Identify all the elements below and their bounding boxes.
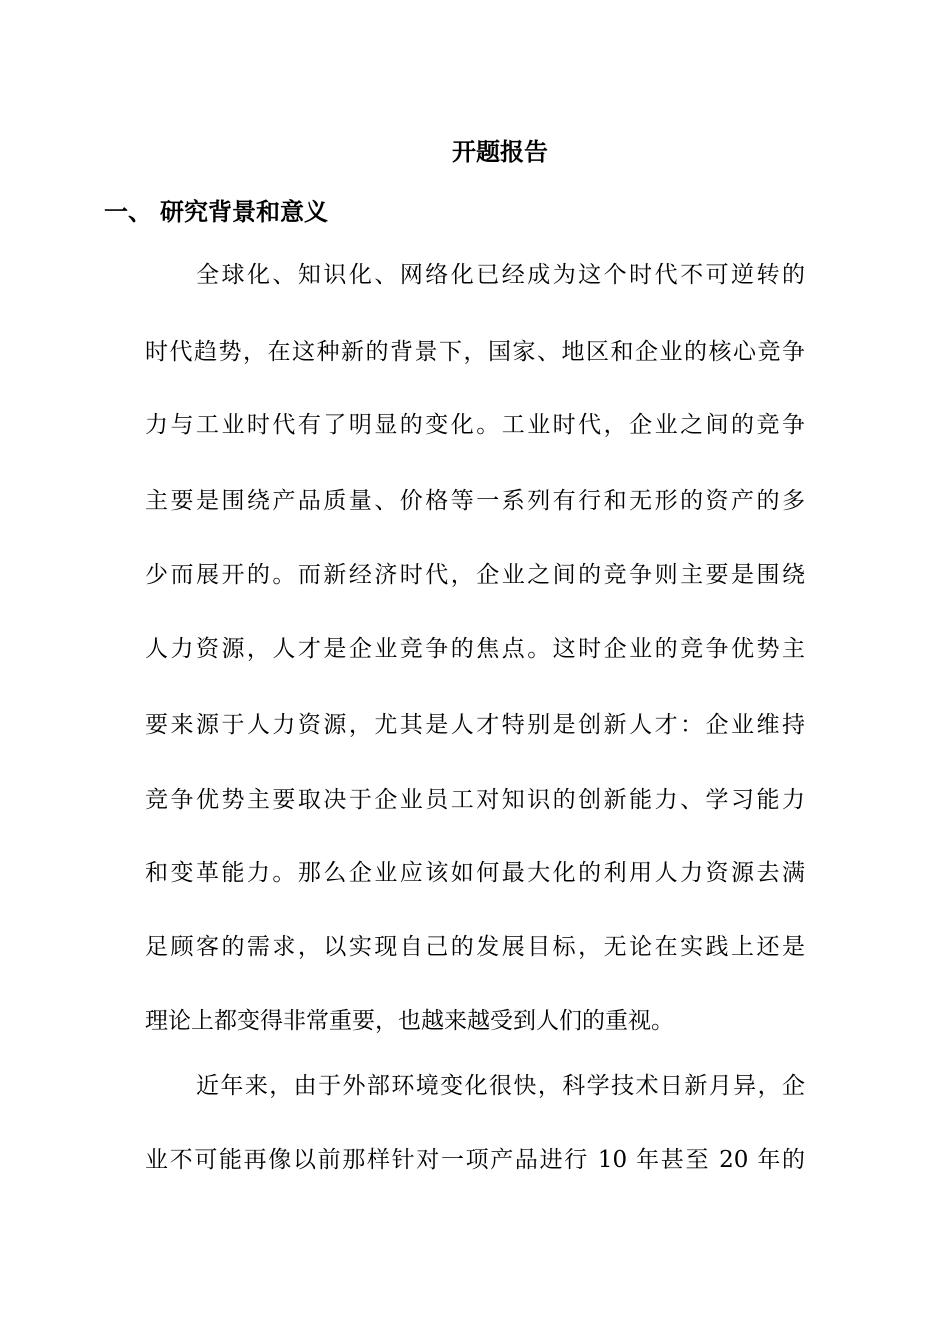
document-title: 开题报告	[452, 138, 548, 166]
paragraph-line: 全球化、知识化、网络化已经成为这个时代不可逆转的	[196, 262, 805, 288]
paragraph-line: 少而展开的。而新经济时代，企业之间的竞争则主要是围绕	[145, 562, 805, 588]
paragraph-line: 业不可能再像以前那样针对一项产品进行 10 年甚至 20 年的	[145, 1147, 805, 1173]
paragraph-line: 竞争优势主要取决于企业员工对知识的创新能力、学习能力	[145, 787, 805, 813]
paragraph-line: 要来源于人力资源，尤其是人才特别是创新人才：企业维持	[145, 712, 805, 738]
paragraph-line: 人力资源，人才是企业竞争的焦点。这时企业的竞争优势主	[145, 636, 805, 662]
paragraph-line: 时代趋势，在这种新的背景下，国家、地区和企业的核心竞争	[145, 339, 805, 365]
section-title: 研究背景和意义	[160, 198, 328, 226]
paragraph-line: 理论上都变得非常重要，也越来越受到人们的重视。	[145, 1008, 674, 1034]
paragraph-line: 近年来，由于外部环境变化很快，科学技术日新月异，企	[196, 1073, 805, 1099]
paragraph-line: 足顾客的需求，以实现自己的发展目标，无论在实践上还是	[145, 934, 805, 960]
paragraph-line: 力与工业时代有了明显的变化。工业时代，企业之间的竞争	[145, 412, 805, 438]
paragraph-line: 主要是围绕产品质量、价格等一系列有行和无形的资产的多	[145, 488, 805, 514]
section-number: 一、	[104, 198, 152, 226]
section-heading	[104, 196, 328, 228]
paragraph-line: 和变革能力。那么企业应该如何最大化的利用人力资源去满	[145, 860, 805, 886]
